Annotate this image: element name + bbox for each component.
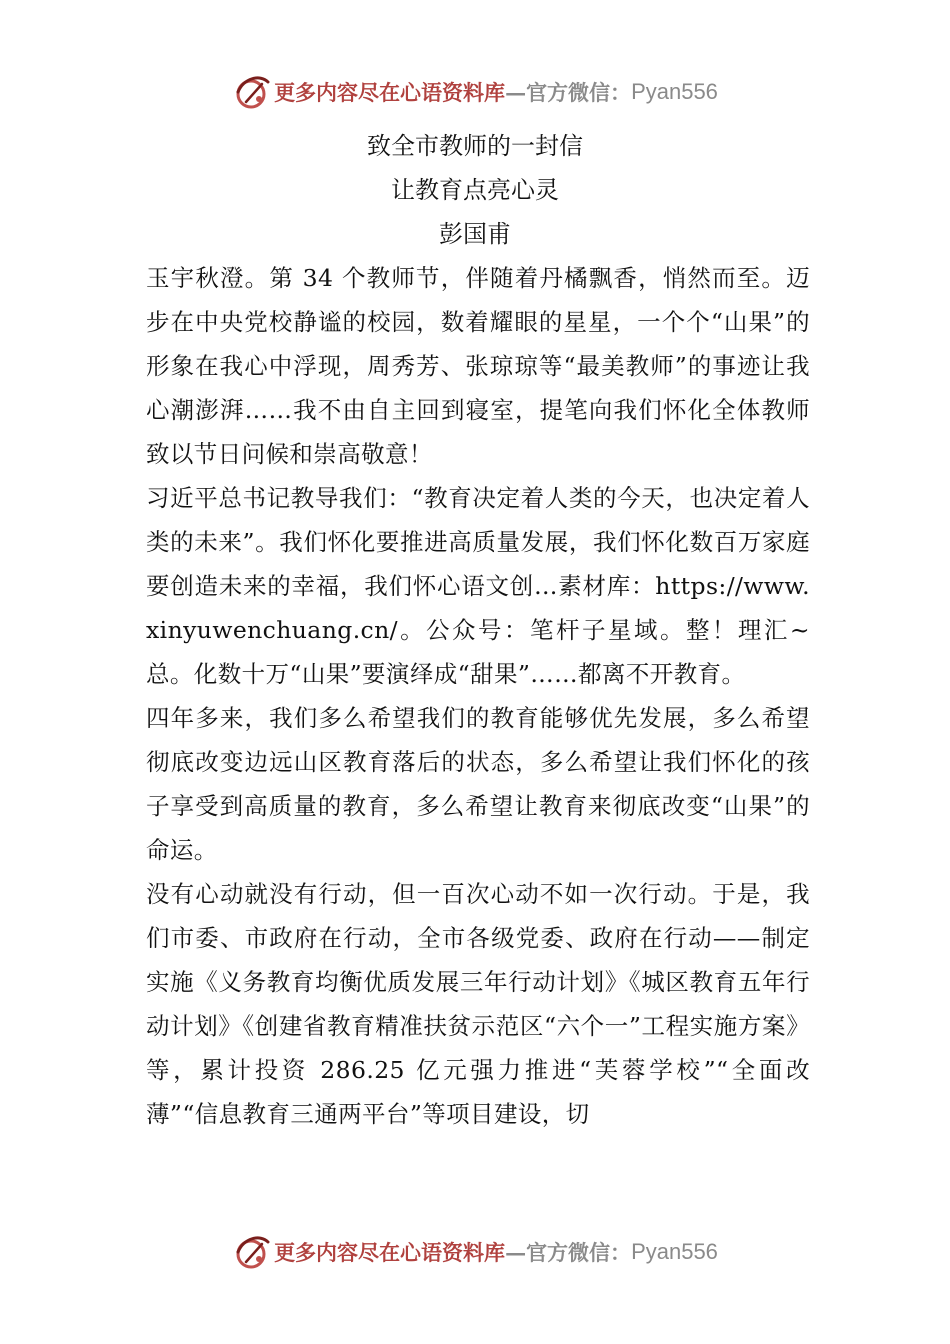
ink-brush-logo-icon <box>232 1232 272 1272</box>
watermark-wechat-id: Pyan556 <box>631 79 718 104</box>
watermark-banner-top <box>0 70 950 114</box>
body-paragraph: 玉宇秋澄。第 34 个教师节，伴随着丹橘飘香，悄然而至。迈步在中央党校静谧的校园，数着耀眼的星星，一个个“山果”的形象在我心中浮现，周秀芳、张琼琼等“最美教师”的事迹让我心潮澎湃……我不由自主回到寝室，提笔向我们怀化全体教师致以节日问候和崇高敬意！ <box>146 264 810 468</box>
watermark-wechat-id: Pyan556 <box>631 1239 718 1264</box>
watermark-wechat-label: 官方微信： <box>526 80 632 105</box>
letter-title: 致全市教师的一封信 <box>367 132 583 160</box>
watermark-banner-bottom <box>0 1230 950 1274</box>
ink-brush-logo-icon <box>232 72 272 112</box>
watermark-text: 更多内容尽在心语资料库 <box>274 80 506 105</box>
body-paragraph: 四年多来，我们多么希望我们的教育能够优先发展，多么希望彻底改变边远山区教育落后的状态，多么希望让我们怀化的孩子享受到高质量的教育，多么希望让教育来彻底改变“山果”的命运。 <box>146 704 810 864</box>
body-paragraph: 习近平总书记教导我们：“教育决定着人类的今天，也决定着人类的未来”。我们怀化要推进高质量发展，我们怀化数百万家庭要创造未来的幸福，我们怀心语文创…素材库：https://www.xinyuwenchuang.cn/。公众号：笔杆子星域。整！理汇~总。化数十万“山果”要演绎成“甜果”……都离不开教育。 <box>146 484 810 688</box>
watermark-dash: — <box>505 79 527 105</box>
watermark-text: 更多内容尽在心语资料库 <box>274 1240 506 1265</box>
letter-body <box>146 256 810 1136</box>
watermark-dash: — <box>505 1239 527 1265</box>
letter-subtitle: 让教育点亮心灵 <box>391 176 559 204</box>
watermark-wechat-label: 官方微信： <box>526 1240 632 1265</box>
body-paragraph: 没有心动就没有行动，但一百次心动不如一次行动。于是，我们市委、市政府在行动，全市各级党委、政府在行动——制定实施《义务教育均衡优质发展三年行动计划》《城区教育五年行动计划》《创建省教育精准扶贫示范区“六个一”工程实施方案》等，累计投资 286.25 亿元强力推进“芙蓉学校”“全面改薄”“信息教育三通两平台”等项目建设，切 <box>146 880 810 1128</box>
letter-author: 彭国甫 <box>439 220 511 248</box>
